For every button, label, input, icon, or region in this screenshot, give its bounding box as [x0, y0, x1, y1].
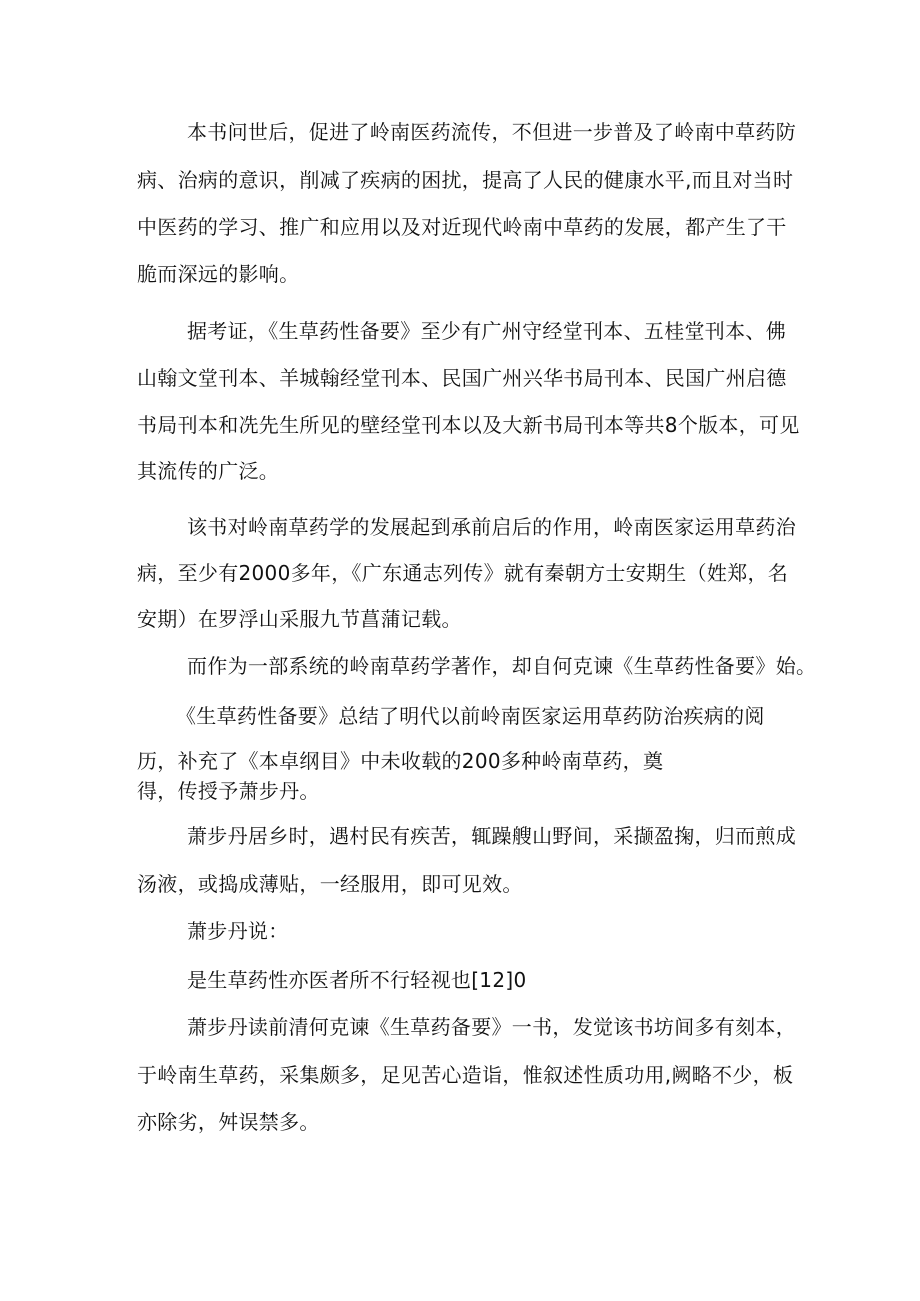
paragraph-9-line-2: 于岭南生草药，采集颇多，足见苦心造诣，惟叙述性质功用,阙略不少，板 [137, 1063, 794, 1087]
paragraph-3-line-1: 该书对岭南草药学的发展起到承前启后的作用，岭南医家运用草药治 [187, 515, 796, 539]
paragraph-7-line-1: 萧步丹说： [187, 919, 289, 943]
paragraph-1-line-3: 中医药的学习、推广和应用以及对近现代岭南中草药的发展，都产生了干 [137, 215, 787, 239]
paragraph-1-line-2: 病、治病的意识，削减了疾病的困扰，提高了人民的健康水平,而且对当时 [137, 168, 794, 192]
paragraph-5-line-1: 《生草药性备要》总结了明代以前岭南医家运用草药防治疾病的阅 [176, 704, 765, 728]
paragraph-4-line-1: 而作为一部系统的岭南草药学著作，却自何克谏《生草药性备要》始。 [187, 654, 817, 678]
paragraph-9-line-3: 亦除劣，舛误禁多。 [137, 1110, 320, 1134]
paragraph-9-line-1: 萧步丹读前清何克谏《生草药备要》一书，发觉该书坊间多有刻本， [187, 1015, 796, 1039]
paragraph-5-line-2: 历，补充了《本卓纲目》中未收载的200多种岭南草药，奠 [137, 749, 664, 773]
paragraph-8-line-1: 是生草药性亦医者所不行轻视也[12]0 [187, 968, 527, 992]
paragraph-1-line-4: 脆而深远的影响。 [137, 262, 300, 286]
paragraph-1-line-1: 本书问世后，促进了岭南医药流传，不但进一步普及了岭南中草药防 [187, 120, 796, 144]
paragraph-3-line-2: 病，至少有2000多年，《广东通志列传》就有秦朝方士安期生（姓郑，名 [137, 561, 789, 585]
paragraph-2-line-3: 书局刊本和冼先生所见的壁经堂刊本以及大新书局刊本等共8个版本，可见 [137, 413, 800, 437]
paragraph-2-line-2: 山翰文堂刊本、羊城翰经堂刊本、民国广州兴华书局刊本、民国广州启德 [137, 366, 787, 390]
paragraph-2-line-4: 其流传的广泛。 [137, 459, 280, 483]
paragraph-3-line-3: 安期）在罗浮山采服九节菖蒲记载。 [137, 607, 462, 631]
paragraph-5-line-3: 得，传授予萧步丹。 [137, 779, 320, 803]
paragraph-6-line-2: 汤液，或捣成薄贴，一经服用，即可见效。 [137, 872, 523, 896]
paragraph-6-line-1: 萧步丹居乡时，遇村民有疾苦，辄躁艘山野间，采撷盈掬，归而煎成 [187, 824, 796, 848]
paragraph-2-line-1: 据考证，《生草药性备要》至少有广州守经堂刊本、五桂堂刊本、佛 [187, 319, 786, 343]
